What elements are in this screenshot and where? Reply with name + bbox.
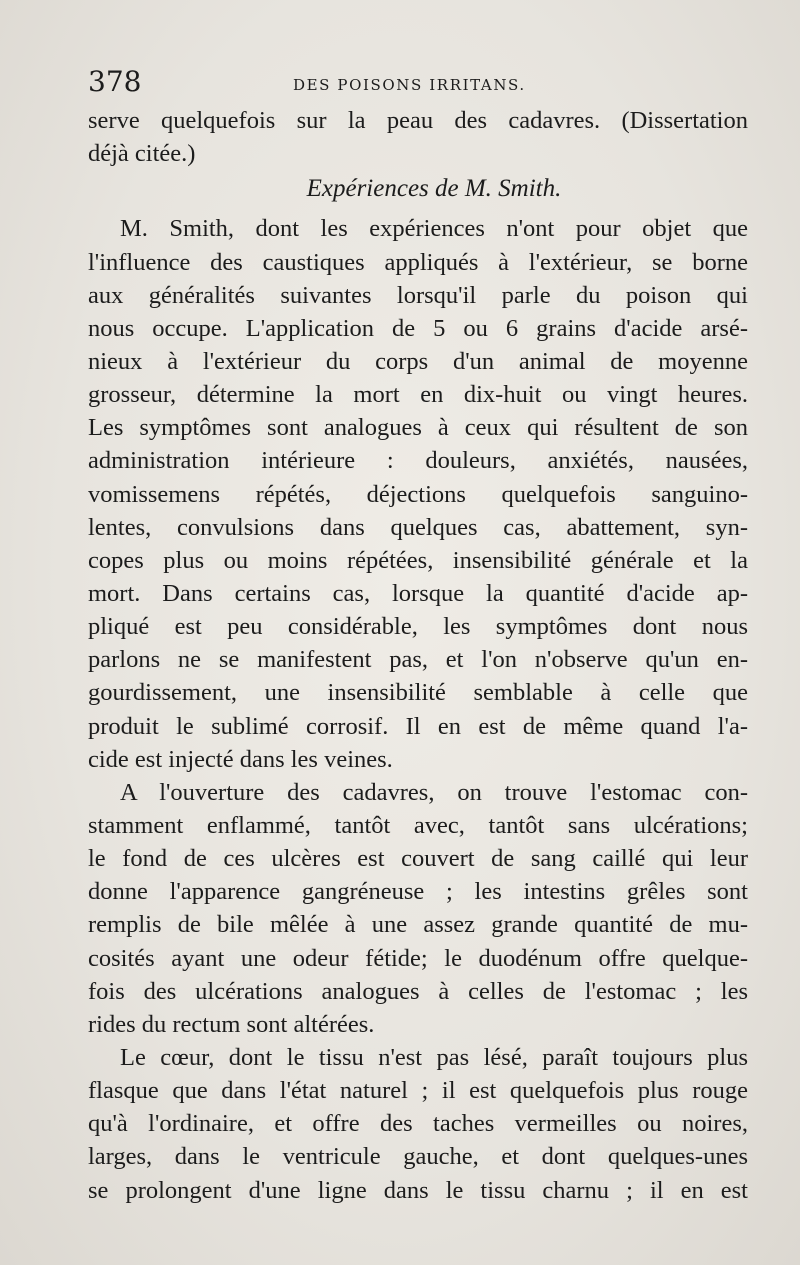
- text-line: le fond de ces ulcères est couvert de sang caillé qui leur: [88, 845, 748, 873]
- text-line: grosseur, détermine la mort en dix-huit ou vingt heures.: [88, 381, 748, 409]
- text-line: l'influence des caustiques appliqués à l'extérieur, se borne: [88, 248, 748, 276]
- text-line: déjà citée.): [88, 140, 196, 168]
- text-line: aux généralités suivantes lorsqu'il parle du poison qui: [88, 281, 748, 309]
- text-line: Le cœur, dont le tissu n'est pas lésé, paraît toujours plus: [120, 1043, 748, 1071]
- text-line: larges, dans le ventricule gauche, et dont quelques-unes: [88, 1143, 748, 1171]
- text-line: cosités ayant une odeur fétide; le duodénum offre quelque-: [88, 944, 748, 972]
- text-line: qu'à l'ordinaire, et offre des taches vermeilles ou noires,: [88, 1110, 748, 1138]
- text-line: se prolongent d'une ligne dans le tissu charnu ; il en est: [88, 1176, 748, 1204]
- text-line: produit le sublimé corrosif. Il en est de même quand l'a-: [88, 712, 748, 740]
- text-line: remplis de bile mêlée à une assez grande quantité de mu-: [88, 911, 748, 939]
- text-line: Les symptômes sont analogues à ceux qui résultent de son: [88, 414, 748, 442]
- text-line: gourdissement, une insensibilité semblable à celle que: [88, 679, 748, 707]
- page-number: 378: [88, 65, 142, 98]
- text-line: parlons ne se manifestent pas, et l'on n'observe qu'un en-: [88, 646, 748, 674]
- text-line: copes plus ou moins répétées, insensibilité générale et la: [88, 546, 748, 574]
- text-line: cide est injecté dans les veines.: [88, 745, 393, 773]
- page-header: [88, 62, 748, 102]
- spacer: [88, 205, 748, 212]
- text-line: lentes, convulsions dans quelques cas, abattement, syn-: [88, 513, 748, 541]
- text-line: A l'ouverture des cadavres, on trouve l'estomac con-: [120, 778, 748, 806]
- text-line: stamment enflammé, tantôt avec, tantôt sans ulcérations;: [88, 811, 748, 839]
- text-line: vomissemens répétés, déjections quelquefois sanguino-: [88, 480, 748, 508]
- text-line: flasque que dans l'état naturel ; il est quelquefois plus rouge: [88, 1077, 748, 1105]
- text-line: fois des ulcérations analogues à celles de l'estomac ; les: [88, 977, 748, 1005]
- text-line: rides du rectum sont altérées.: [88, 1010, 375, 1038]
- running-head: DES POISONS IRRITANS.: [293, 76, 526, 94]
- text-line: donne l'apparence gangréneuse ; les intestins grêles sont: [88, 878, 748, 906]
- text-line: serve quelquefois sur la peau des cadavres. (Dissertation: [88, 107, 748, 134]
- text-line: nous occupe. L'application de 5 ou 6 grains d'acide arsé-: [88, 314, 748, 342]
- text-line: administration intérieure : douleurs, anxiétés, nausées,: [88, 447, 748, 475]
- text-line: pliqué est peu considérable, les symptômes dont nous: [88, 613, 748, 641]
- section-heading: Expériences de M. Smith.: [306, 175, 562, 203]
- text-line: mort. Dans certains cas, lorsque la quantité d'acide ap-: [88, 579, 748, 607]
- text-line: M. Smith, dont les expériences n'ont pour objet que: [120, 215, 748, 243]
- body-text: [88, 104, 748, 1207]
- text-line: nieux à l'extérieur du corps d'un animal de moyenne: [88, 347, 748, 375]
